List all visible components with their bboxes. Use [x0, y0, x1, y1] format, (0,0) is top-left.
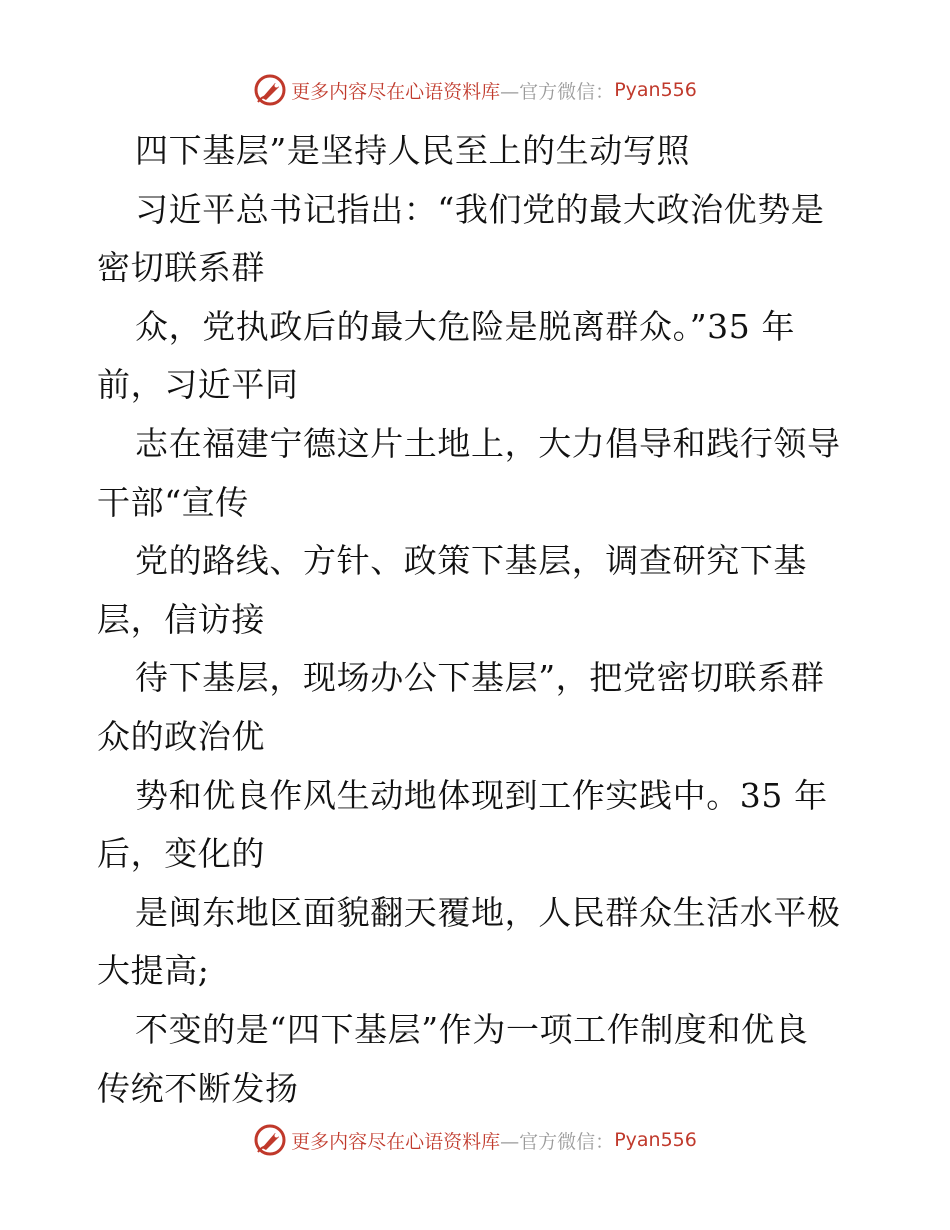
header-watermark — [0, 70, 950, 110]
watermark-separator: —官方微信： — [500, 80, 615, 103]
watermark-text: 更多内容尽在心语资料库 — [291, 1130, 501, 1153]
text-line: 前，习近平同 — [97, 365, 299, 405]
text-line: 习近平总书记指出：“我们党的最大政治优势是 — [135, 189, 825, 229]
text-line: 众，党执政后的最大危险是脱离群众。”35 年 — [135, 306, 796, 346]
text-line: 不变的是“四下基层”作为一项工作制度和优良 — [135, 1009, 809, 1049]
text-line: 层，信访接 — [97, 599, 265, 639]
watermark-account: Pyan556 — [614, 1129, 697, 1151]
watermark-account: Pyan556 — [614, 79, 697, 101]
watermark-separator: —官方微信： — [500, 1130, 615, 1153]
text-line: 势和优良作风生动地体现到工作实践中。35 年 — [135, 775, 828, 815]
text-line: 党的路线、方针、政策下基层，调查研究下基 — [135, 541, 807, 581]
document-body — [97, 122, 867, 1118]
footer-watermark — [0, 1120, 950, 1160]
text-line: 后，变化的 — [97, 834, 265, 874]
watermark-text: 更多内容尽在心语资料库 — [291, 80, 501, 103]
text-line: 众的政治优 — [97, 716, 265, 756]
text-line: 干部“宣传 — [97, 482, 249, 522]
pen-nib-logo-icon — [253, 1123, 287, 1157]
text-line: 传统不断发扬 — [97, 1068, 299, 1108]
pen-nib-logo-icon — [253, 73, 287, 107]
text-line: 志在福建宁德这片土地上，大力倡导和践行领导 — [135, 423, 841, 463]
text-line: 大提高; — [97, 951, 210, 991]
text-line: 待下基层，现场办公下基层”，把党密切联系群 — [135, 658, 825, 698]
text-line: 四下基层”是坚持人民至上的生动写照 — [135, 131, 691, 170]
text-line: 密切联系群 — [97, 248, 265, 288]
text-line: 是闽东地区面貌翻天覆地，人民群众生活水平极 — [135, 892, 841, 932]
